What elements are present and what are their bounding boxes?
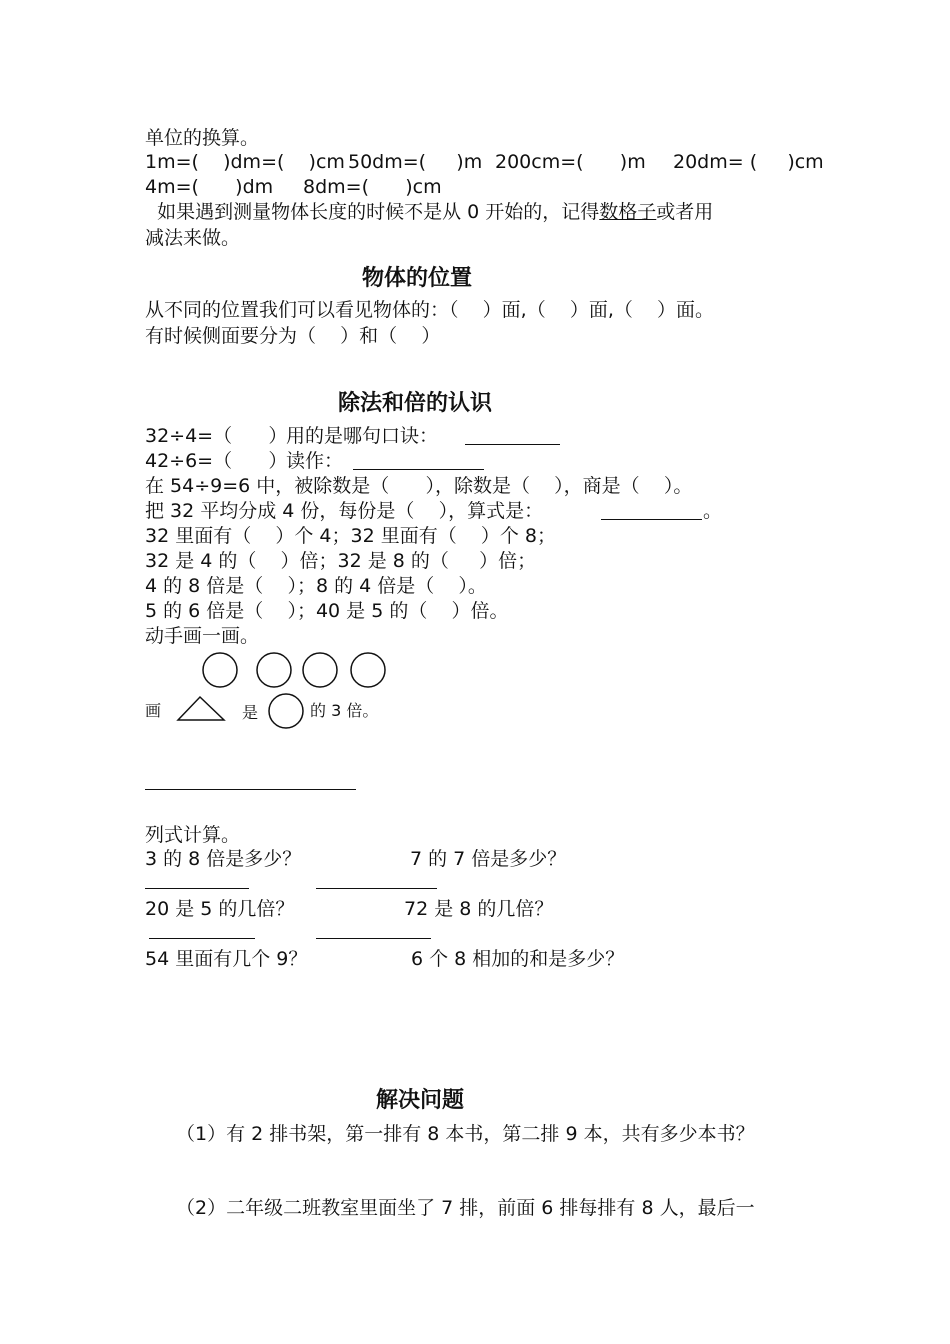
position-line2: 有时候侧面要分为（ ）和（ ） [145, 325, 441, 347]
circle-shape [303, 653, 337, 687]
compute-title: 列式计算。 [145, 824, 241, 846]
compute-q3: 20 是 5 的几倍？ [145, 898, 295, 920]
division-l1a: 32÷4=（ ） [145, 425, 288, 447]
units-note-b: 或者用 [656, 201, 714, 223]
division-heading: 除法和倍的认识 [338, 391, 493, 416]
solve-problem-2: （2）二年级二班教室里面坐了 7 排，前面 6 排每排有 8 人，最后一 [176, 1197, 755, 1219]
division-l3: 在 54÷9=6 中，被除数是（ ），除数是（ ），商是（ ）。 [145, 475, 693, 497]
answer-line [149, 938, 255, 939]
division-l4b: 。 [703, 500, 723, 522]
circle-shape [269, 694, 303, 728]
compute-q4: 72 是 8 的几倍？ [404, 898, 554, 920]
units-note-underlined: 数格子 [599, 201, 657, 223]
draw-label-times: 的 3 倍。 [310, 701, 379, 720]
compute-q1: 3 的 8 倍是多少？ [145, 848, 302, 870]
units-q5: 4m=( )dm [145, 176, 274, 198]
position-line1: 从不同的位置我们可以看见物体的：（ ）面,（ ）面,（ ）面。 [145, 299, 715, 321]
units-q1: 1m=( )dm=( )cm [145, 151, 345, 173]
division-l5: 32 里面有（ ）个 4；32 里面有（ ）个 8； [145, 525, 557, 547]
answer-line [316, 888, 437, 889]
draw-label-shi: 是 [242, 703, 259, 722]
triangle-shape [178, 697, 224, 720]
compute-q5: 54 里面有几个 9？ [145, 948, 308, 970]
division-l2a: 42÷6=（ ） [145, 450, 288, 472]
circle-shape [351, 653, 385, 687]
compute-q6: 6 个 8 相加的和是多少？ [411, 948, 625, 970]
units-q4: 20dm= ( )cm [673, 151, 824, 173]
units-q3: 200cm=( )m [495, 151, 646, 173]
units-note-line2: 减法来做。 [145, 227, 241, 249]
position-heading: 物体的位置 [362, 266, 473, 291]
division-l7: 4 的 8 倍是（ ）；8 的 4 倍是（ ）。 [145, 575, 487, 597]
compute-q2: 7 的 7 倍是多少？ [410, 848, 567, 870]
draw-label-hua: 画 [145, 701, 162, 720]
units-q6: 8dm=( )cm [303, 176, 442, 198]
division-l6: 32 是 4 的（ ）倍；32 是 8 的（ ）倍； [145, 550, 537, 572]
solve-heading: 解决问题 [376, 1088, 465, 1113]
units-title: 单位的换算。 [145, 127, 260, 149]
solve-problem-1: （1）有 2 排书架，第一排有 8 本书，第二排 9 本，共有多少本书？ [176, 1123, 755, 1145]
units-q2: 50dm=( )m [348, 151, 483, 173]
division-l1b: 用的是哪句口诀： [286, 425, 439, 447]
division-draw-title: 动手画一画。 [145, 625, 260, 647]
division-l4a: 把 32 平均分成 4 份，每份是（ ），算式是： [145, 500, 544, 522]
answer-line [145, 888, 249, 889]
answer-line [316, 938, 431, 939]
answer-line [145, 789, 356, 790]
division-l2b: 读作： [286, 450, 344, 472]
circle-shape [203, 653, 237, 687]
circle-shape [257, 653, 291, 687]
division-l8: 5 的 6 倍是（ ）；40 是 5 的（ ）倍。 [145, 600, 509, 622]
units-note-a: 如果遇到测量物体长度的时候不是从 0 开始的，记得 [145, 201, 600, 223]
